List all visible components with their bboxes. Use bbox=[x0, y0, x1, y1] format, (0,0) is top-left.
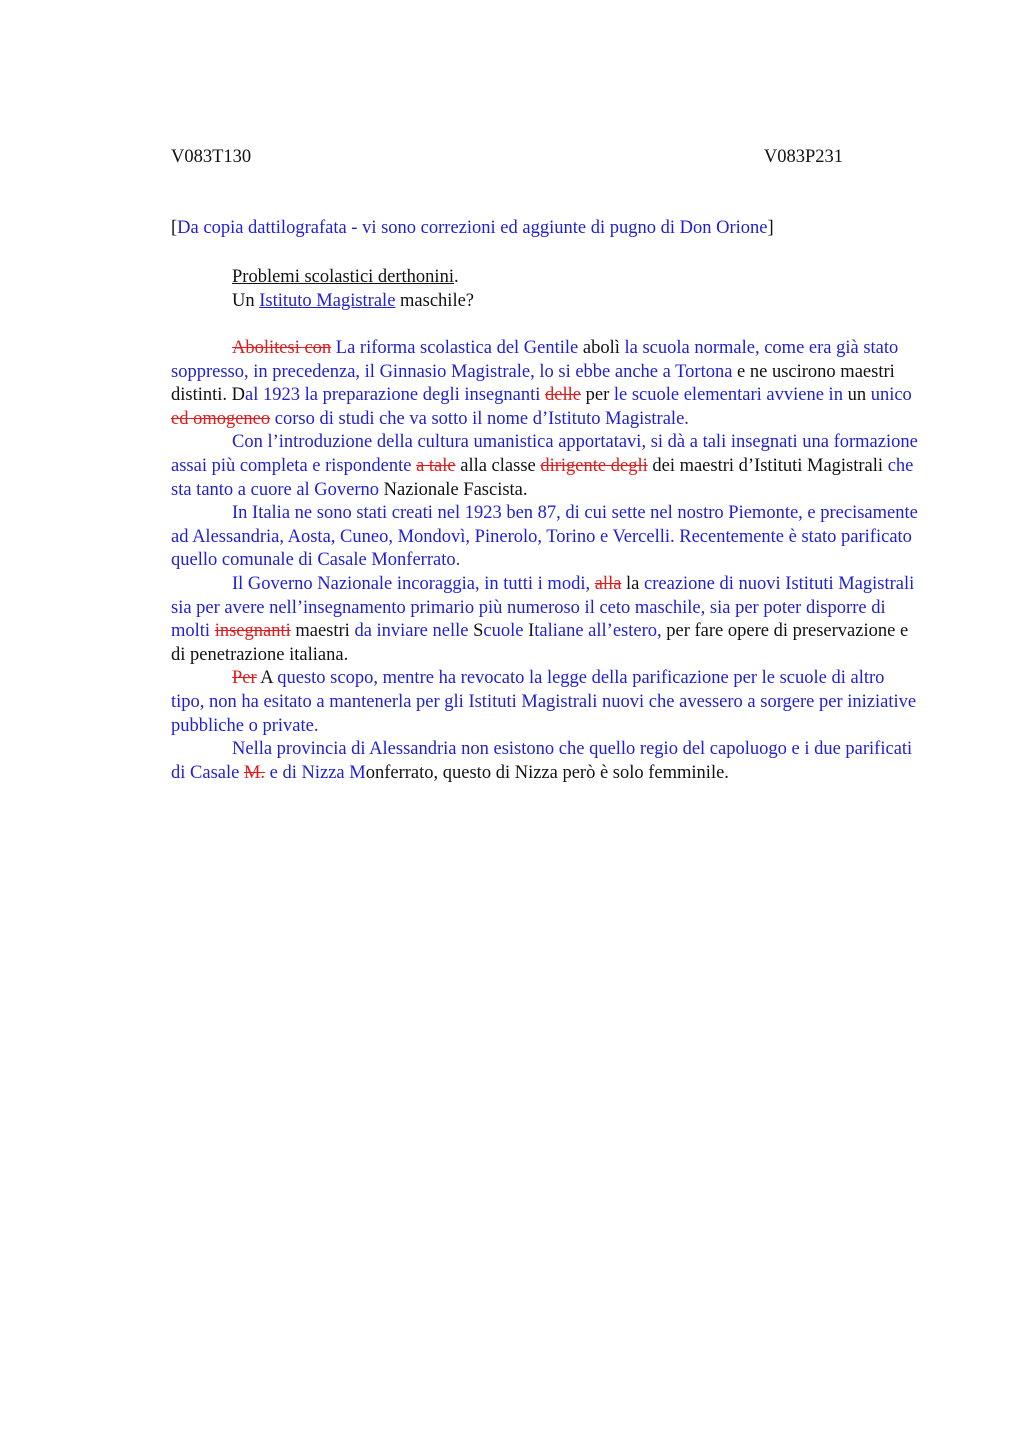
note-close-bracket: ] bbox=[767, 218, 774, 238]
editorial-note bbox=[171, 217, 921, 241]
document-id-left: V083T130 bbox=[171, 147, 252, 167]
text-run: taliane all’estero, bbox=[534, 621, 662, 642]
text-run: A bbox=[256, 668, 278, 689]
document-ids-row bbox=[171, 146, 843, 170]
text-run: alla classe bbox=[455, 455, 541, 476]
text-run: questo scopo, mentre ha revocato la legge della parificazione per le scuole di altro tipo, non ha esitato a mantenerla per gli Istituti Magistrali nuovi che avessero a sorgere per iniziative pubbliche o private. bbox=[171, 668, 917, 736]
text-run: creazione di nuovi Istituti Magistrali sia per avere nell’insegnamento primario più numeroso il ceto maschile, sia per poter disporre di molti bbox=[171, 573, 915, 642]
struck-text: Abolitesi con bbox=[232, 338, 332, 358]
note-open-bracket: [ bbox=[171, 218, 178, 238]
struck-text: Per bbox=[232, 668, 257, 689]
text-run: per fare opere di preservazione e di penetrazione italiana. bbox=[171, 621, 909, 665]
text-run: Nella provincia di Alessandria non esistono che quello regio del capoluogo e i due parificati di Casale bbox=[171, 739, 913, 783]
istituto-magistrale-link[interactable]: Istituto Magistrale bbox=[259, 290, 396, 311]
paragraph bbox=[171, 337, 921, 431]
title-main: Problemi scolastici derthonini bbox=[232, 267, 454, 287]
document-id-right: V083P231 bbox=[763, 147, 843, 167]
text-run: cuole bbox=[483, 621, 529, 642]
struck-text: dirigente degli bbox=[540, 455, 648, 476]
text-run: Nazionale Fascista. bbox=[379, 479, 528, 500]
text-run: che sta tanto a cuore al Governo bbox=[171, 455, 914, 500]
text-run: e di Nizza M bbox=[265, 762, 366, 783]
text-run: I bbox=[528, 621, 535, 642]
struck-text: insegnanti bbox=[214, 621, 291, 642]
text-run: In Italia ne sono stati creati nel 1923 ben 87, di cui sette nel nostro Piemonte, e precisamente ad Alessandria, Aosta, Cuneo, Mondovì, Pinerolo, Torino e Vercelli. Recentemente è stato parificato quello comunale di Casale Monferrato. bbox=[171, 503, 918, 571]
text-run: maestri bbox=[290, 621, 355, 642]
paragraph bbox=[171, 738, 921, 785]
struck-text: alla bbox=[594, 573, 622, 594]
document-titles bbox=[232, 266, 474, 313]
text-run: per bbox=[580, 385, 614, 406]
title-line-2 bbox=[232, 290, 474, 314]
text-run: al 1923 la preparazione degli insegnanti bbox=[245, 385, 546, 406]
paragraph bbox=[171, 573, 921, 667]
struck-text: M. bbox=[243, 762, 266, 783]
struck-text: ed omogeneo bbox=[171, 408, 271, 429]
text-run: dei maestri d’Istituti Magistrali bbox=[647, 455, 888, 476]
document-body bbox=[171, 337, 921, 785]
text-run: Con l’introduzione della cultura umanistica apportatavi, si dà a tali insegnati una formazione assai più completa e rispondente bbox=[171, 432, 918, 476]
text-run: abolì bbox=[578, 338, 625, 358]
text-run: unico bbox=[870, 385, 912, 406]
paragraph bbox=[171, 502, 921, 573]
text-run: S bbox=[473, 621, 484, 642]
title-period: . bbox=[453, 267, 459, 287]
struck-text: a tale bbox=[416, 455, 456, 476]
text-run: Il Governo Nazionale incoraggia, in tutti i modi, bbox=[232, 573, 595, 594]
text-run: da inviare nelle bbox=[354, 621, 474, 642]
note-text: Da copia dattilografata - vi sono correzioni ed aggiunte di pugno di Don Orione bbox=[177, 218, 768, 238]
struck-text: delle bbox=[545, 385, 581, 406]
subtitle-suffix: maschile? bbox=[395, 290, 475, 311]
paragraph bbox=[171, 667, 921, 738]
text-run: corso di studi che va sotto il nome d’Istituto Magistrale. bbox=[270, 408, 689, 429]
paragraph bbox=[171, 431, 921, 502]
text-run: la bbox=[621, 573, 645, 594]
text-run: e ne uscirono maestri distinti. D bbox=[171, 361, 895, 406]
title-line-1 bbox=[232, 266, 474, 290]
text-run: le scuole elementari avviene in bbox=[613, 385, 843, 406]
text-run: la scuola normale, come era già stato soppresso, in precedenza, il Ginnasio Magistrale, lo si ebbe anche a Tortona bbox=[171, 338, 899, 382]
text-run: onferrato, questo di Nizza però è solo femminile. bbox=[365, 762, 729, 783]
subtitle-prefix: Un bbox=[232, 290, 260, 311]
text-run: un bbox=[842, 385, 871, 406]
text-run: La riforma scolastica del Gentile bbox=[331, 338, 579, 358]
